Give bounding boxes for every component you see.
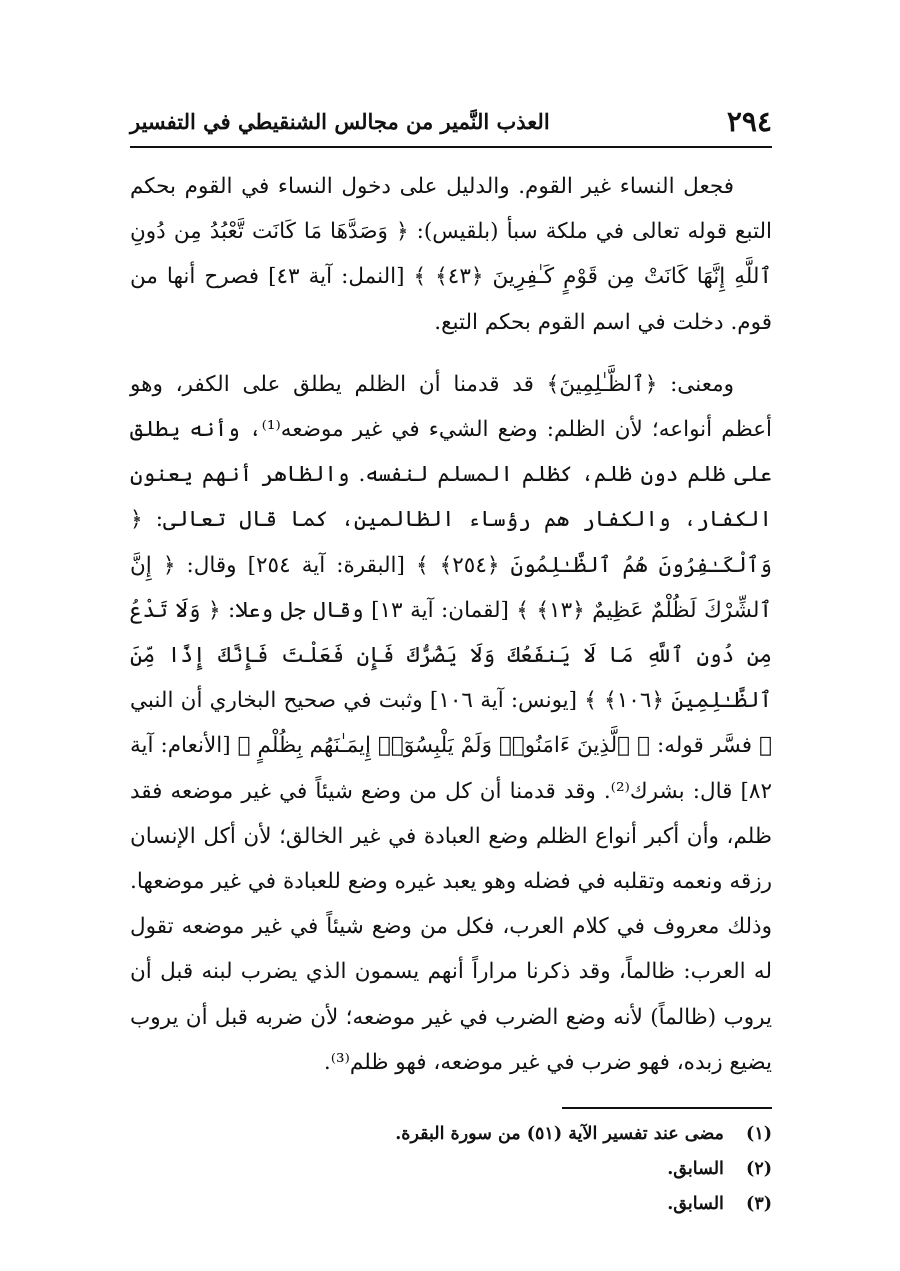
running-header [130,100,772,144]
footnote-text: مضى عند تفسير الآية (٥١) من سورة البقرة. [395,1124,724,1145]
footnote-text: السابق. [667,1194,724,1215]
footnotes [130,1117,772,1222]
footnote-number: (١) [746,1124,772,1145]
header-rule [130,146,772,148]
footnote-number: (٢) [746,1159,772,1180]
footnote-text: السابق. [667,1159,724,1180]
footnote-2 [130,1152,772,1187]
paragraph-1: فجعل النساء غير القوم. والدليل على دخول النساء في القوم بحكم التبع قوله تعالى في ملكة سبأ (بلقيس): ﴿ وَصَدَّهَا مَا كَانَت تَّعْبُدُ مِن دُونِ ٱللَّهِ إِنَّهَا كَانَتْ مِن قَوْمٍ كَـٰفِرِينَ ﴿٤٣﴾ ﴾ [النمل: آية ٤٣] فصرح أنها من قوم. دخلت في اسم القوم بحكم التبع. [130,174,772,335]
page-number: ٢٩٤ [726,105,772,138]
footnote-1 [130,1117,772,1152]
body-text [130,164,772,1085]
book-page [130,100,773,1215]
footnote-rule [562,1107,772,1109]
footnote-number: (٣) [746,1194,772,1215]
running-title: العذب النَّمير من مجالس الشنقيطي في التفسير [130,109,550,134]
footnote-3 [130,1187,772,1222]
paragraph-2: ومعنى: ﴿ٱلظَّـٰلِمِينَ﴾ قد قدمنا أن الظلم يطلق على الكفر، وهو أعظم أنواعه؛ لأن الظلم: وضع الشيء في غير موضعه⁽¹⁾، وأنه يطلق على ظلم دون ظلم، كظلم المسلم لنفسه. والظاهر أنهم يعنون الكفار، والكفار هم رؤساء الظالمين، كما قال تعالى: ﴿ وَٱلْكَـٰفِرُونَ هُمُ ٱلظَّـٰلِمُونَ ﴿٢٥٤﴾ ﴾ [البقرة: آية ٢٥٤] وقال: ﴿ إِنَّ ٱلشِّرْكَ لَظُلْمٌ عَظِيمٌ ﴿١٣﴾ ﴾ [لقمان: آية ١٣] وقال جل وعلا: ﴿ وَلَا تَدْعُ مِن دُونِ ٱللَّهِ مَا لَا يَنفَعُكَ وَلَا يَضُرُّكَ فَإِن فَعَلْتَ فَإِنَّكَ إِذًا مِّنَ ٱلظَّـٰلِمِينَ ﴿١٠٦﴾ ﴾ [يونس: آية ١٠٦] وثبت في صحيح البخاري أن النبي ﷺ فسَّر قوله: ﴿ ٱلَّذِينَ ءَامَنُوا۟ وَلَمْ يَلْبِسُوٓا۟ إِيمَـٰنَهُم بِظُلْمٍ ﴾ [الأنعام: آية ٨٢] قال: بشرك⁽²⁾. وقد قدمنا أن كل من وضع شيئاً في غير موضعه فقد ظلم، وأن أكبر أنواع الظلم وضع العبادة في غير الخالق؛ لأن أكل الإنسان رزقه ونعمه وتقلبه في فضله وهو يعبد غيره وضع للعبادة في غير موضعها. وذلك معروف في كلام العرب، فكل من وضع شيئاً في غير موضعه تقول له العرب: ظالماً، وقد ذكرنا مراراً أنهم يسمون الذي يضرب لبنه قبل أن يروب (ظالماً) لأنه وضع الضرب في غير موضعه؛ لأن ضربه قبل أن يروب يضيع زبده، فهو ضرب في غير موضعه، فهو ظلم⁽³⁾. [130,371,773,1075]
